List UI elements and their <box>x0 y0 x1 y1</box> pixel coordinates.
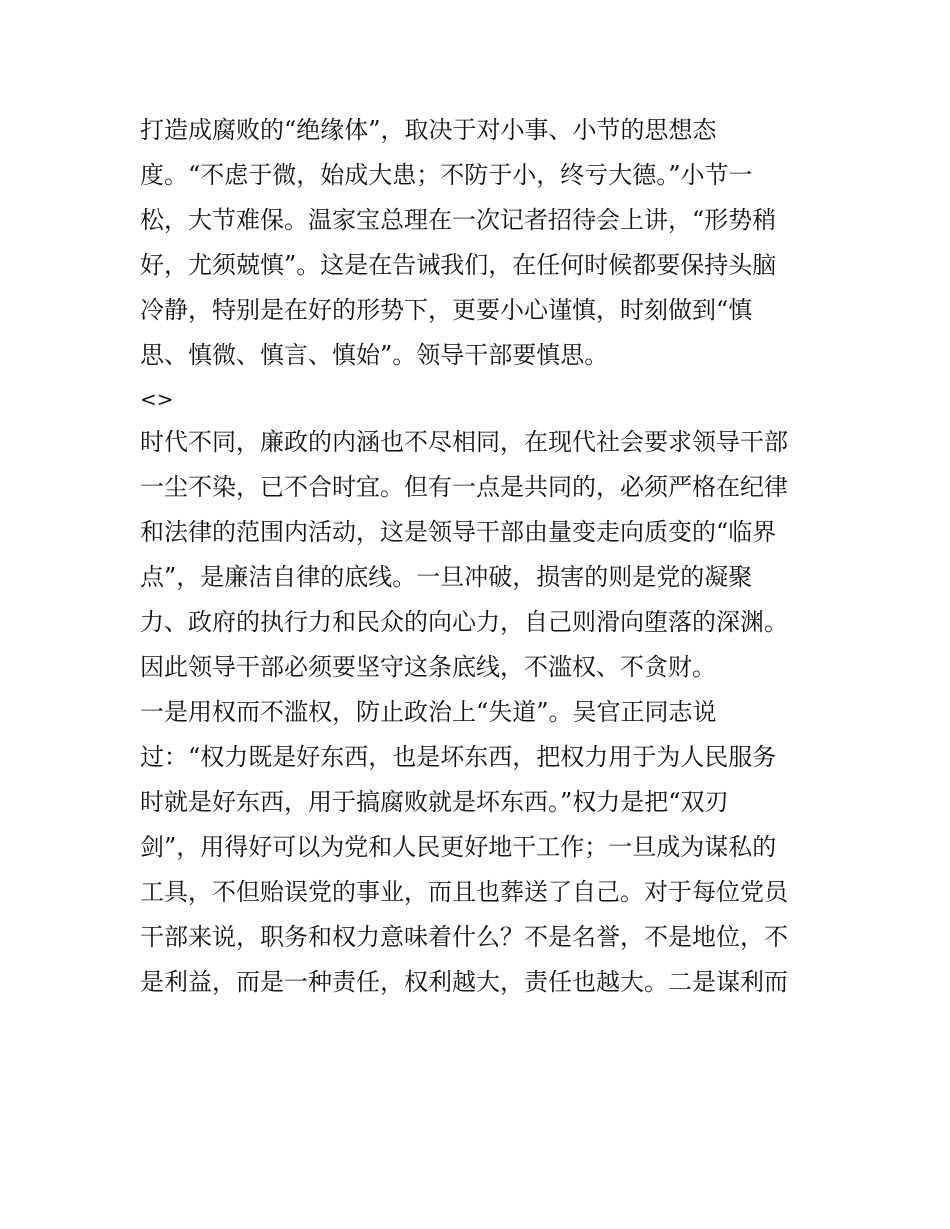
text-line: 思、慎微、慎言、慎始”。领导干部要慎思。 <box>140 341 609 369</box>
text-line: 好，尤须兢慎”。这是在告诫我们，在任何时候都要保持头脑 <box>140 251 777 279</box>
body-text <box>140 108 830 1005</box>
text-line: 剑”，用得好可以为党和人民更好地干工作；一旦成为谋私的 <box>140 833 777 861</box>
text-line: 过：“权力既是好东西，也是坏东西，把权力用于为人民服务 <box>140 743 777 771</box>
text-line: 点”，是廉洁自律的底线。一旦冲破，损害的则是党的凝聚 <box>140 563 753 591</box>
text-line: 打造成腐败的“绝缘体”，取决于对小事、小节的思想态 <box>140 116 717 144</box>
text-line: 松，大节难保。温家宝总理在一次记者招待会上讲，“形势稍 <box>140 206 777 234</box>
text-line: 时就是好东西，用于搞腐败就是坏东西。”权力是把“双刃 <box>140 788 729 816</box>
text-line: 和法律的范围内活动，这是领导干部由量变走向质变的“临界 <box>140 518 777 546</box>
text-line: 力、政府的执行力和民众的向心力，自己则滑向堕落的深渊。 <box>140 608 788 636</box>
text-line: 一尘不染，已不合时宜。但有一点是共同的，必须严格在纪律 <box>140 473 788 501</box>
text-line: 冷静，特别是在好的形势下，更要小心谨慎，时刻做到“慎 <box>140 296 753 324</box>
text-line: 工具，不但贻误党的事业，而且也葬送了自己。对于每位党员 <box>140 878 788 906</box>
text-line: 时代不同，廉政的内涵也不尽相同，在现代社会要求领导干部 <box>140 428 788 456</box>
text-line: 度。“不虑于微，始成大患；不防于小，终亏大德。”小节一 <box>140 161 753 189</box>
section-marker: <> <box>140 387 174 411</box>
text-line: 一是用权而不滥权，防止政治上“失道”。吴官正同志说 <box>140 698 717 726</box>
text-line: 干部来说，职务和权力意味着什么？不是名誉，不是地位，不 <box>140 923 788 951</box>
text-line: 是利益，而是一种责任，权利越大，责任也越大。二是谋利而 <box>140 968 788 996</box>
text-line: 因此领导干部必须要坚守这条底线，不滥权、不贪财。 <box>140 653 716 681</box>
